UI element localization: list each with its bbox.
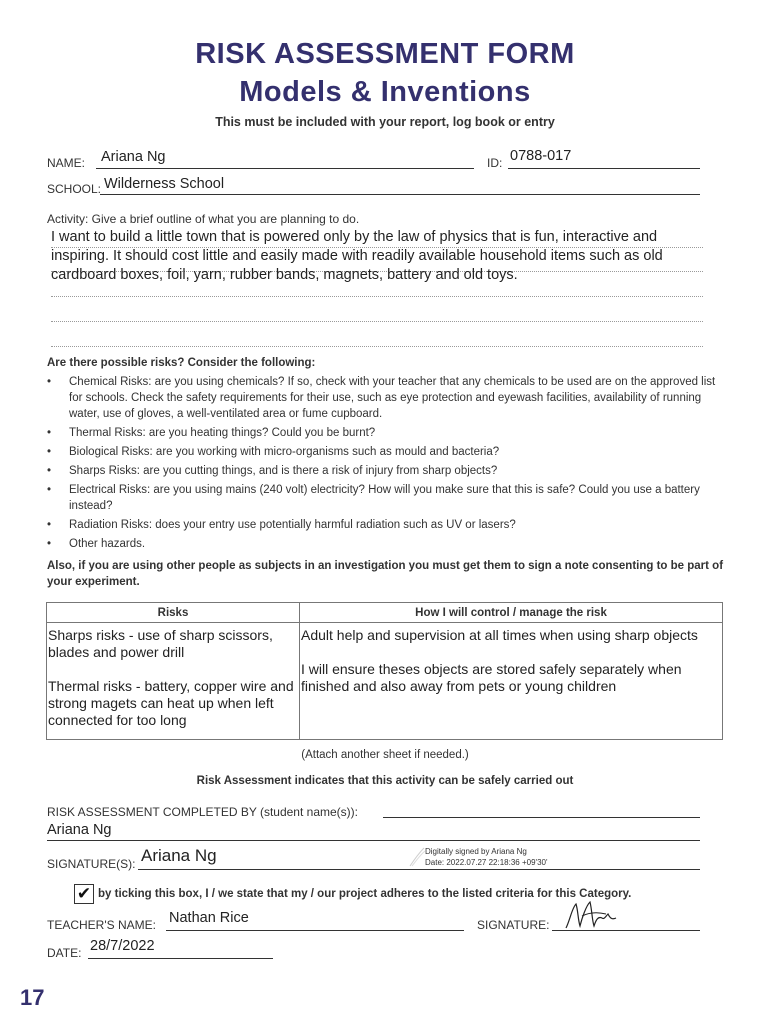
teacher-signature-label: SIGNATURE:	[477, 918, 550, 932]
page-number: 17	[20, 985, 45, 1010]
activity-label: Activity: Give a brief outline of what you are planning to do.	[47, 212, 360, 226]
completed-by-line-1	[383, 817, 700, 818]
form-title: RISK ASSESSMENT FORM	[195, 38, 575, 70]
declaration-text: by ticking this box, I / we state that my / our project adheres to the listed criteria for this Category.	[98, 888, 632, 900]
date-field[interactable]: 28/7/2022	[90, 938, 155, 954]
id-field[interactable]: 0788-017	[510, 148, 572, 164]
teacher-signature-image[interactable]	[562, 898, 618, 932]
signature-label: SIGNATURE(S):	[47, 857, 136, 871]
digital-signature-mark-icon	[408, 846, 426, 868]
form-instruction: This must be included with your report, log book or entry	[215, 115, 555, 129]
table-header	[47, 603, 722, 623]
id-label: ID:	[487, 156, 503, 170]
name-label: NAME:	[47, 156, 86, 170]
table-cell-control: Adult help and supervision at all times when using sharp objects	[301, 627, 698, 643]
table-cell-risk: Sharps risks - use of sharp scissors, blades and power drill	[48, 627, 273, 660]
checkmark-icon: ✔	[76, 884, 92, 903]
school-field[interactable]: Wilderness School	[104, 176, 225, 192]
teacher-name-field[interactable]: Nathan Rice	[169, 910, 249, 926]
school-label: SCHOOL:	[47, 182, 102, 196]
completed-by-field[interactable]: Ariana Ng	[47, 822, 112, 838]
school-line	[100, 194, 700, 195]
risks-heading: Are there possible risks? Consider the following:	[47, 357, 316, 369]
bullet-icon: •	[47, 446, 52, 458]
list-item: • Sharps Risks: are you cutting things, and is there a risk of injury from sharp objects?	[47, 465, 498, 477]
table-cell-control: I will ensure theses objects are stored safely separately when finished and also away from pets or young children	[301, 661, 682, 694]
list-item: • Thermal Risks: are you heating things? Could you be burnt?	[47, 427, 376, 439]
signature-line	[138, 869, 700, 870]
list-item: • Other hazards.	[47, 538, 146, 550]
list-item: • Biological Risks: are you working with micro-organisms such as mould and bacteria?	[47, 446, 500, 458]
bullet-icon: •	[47, 484, 52, 496]
risk-table	[46, 602, 723, 740]
table-cell-risk: Thermal risks - battery, copper wire and strong magets can heat up when left connected for too long	[48, 678, 294, 728]
form-subtitle: Models & Inventions	[239, 76, 531, 108]
date-label: DATE:	[47, 946, 82, 960]
digital-signature-line2: Date: 2022.07.27 22:18:36 +09'30'	[425, 858, 548, 867]
activity-line-5	[51, 346, 703, 347]
attach-note: (Attach another sheet if needed.)	[301, 749, 469, 761]
activity-field[interactable]: I want to build a little town that is powered only by the law of physics that is fun, interactive and inspiring. It should cost little and easily made with readily available household items such as old cardboard boxes, foil, yarn, rubber bands, magnets, battery and old toys.	[51, 229, 663, 283]
activity-line-3	[51, 296, 703, 297]
teacher-name-label: TEACHER'S NAME:	[47, 918, 156, 932]
bullet-icon: •	[47, 427, 52, 439]
teacher-name-line	[166, 930, 464, 931]
name-field[interactable]: Ariana Ng	[101, 149, 166, 165]
name-line	[96, 168, 474, 169]
date-line	[88, 958, 273, 959]
header-control: How I will control / manage the risk	[415, 606, 607, 619]
list-item: • Electrical Risks: are you using mains (240 volt) electricity? How will you make sure that this is safe? Could you use a battery instead?	[47, 484, 700, 512]
control-column[interactable]	[300, 623, 722, 739]
list-item: • Chemical Risks: are you using chemicals? If so, check with your teacher that any chemicals to be used are on the approved list for schools. Check the safety requirements for their use, such as eye protection and eyewash facilities, availability of running water, use of gloves, a well-ventilated area or fume cupboard.	[47, 376, 716, 420]
header-risks: Risks	[47, 603, 300, 622]
id-line	[508, 168, 700, 169]
consent-note: Also, if you are using other people as subjects in an investigation you must get them to sign a note consenting to be part of your experiment.	[47, 560, 724, 588]
declaration-checkbox[interactable]	[74, 884, 94, 904]
risks-list	[47, 374, 717, 555]
bullet-icon: •	[47, 538, 52, 550]
table-body	[47, 623, 722, 739]
signature-field[interactable]: Ariana Ng	[141, 846, 217, 865]
completed-by-line-2	[47, 840, 700, 841]
safe-note: Risk Assessment indicates that this activity can be safely carried out	[196, 775, 574, 787]
activity-line-4	[51, 321, 703, 322]
risks-column[interactable]	[47, 623, 300, 739]
list-item: • Radiation Risks: does your entry use potentially harmful radiation such as UV or lasers?	[47, 519, 516, 531]
completed-by-label: RISK ASSESSMENT COMPLETED BY (student name(s)):	[47, 805, 358, 819]
bullet-icon: •	[47, 519, 52, 531]
bullet-icon: •	[47, 376, 52, 388]
digital-signature-line1: Digitally signed by Ariana Ng	[425, 847, 527, 856]
bullet-icon: •	[47, 465, 52, 477]
